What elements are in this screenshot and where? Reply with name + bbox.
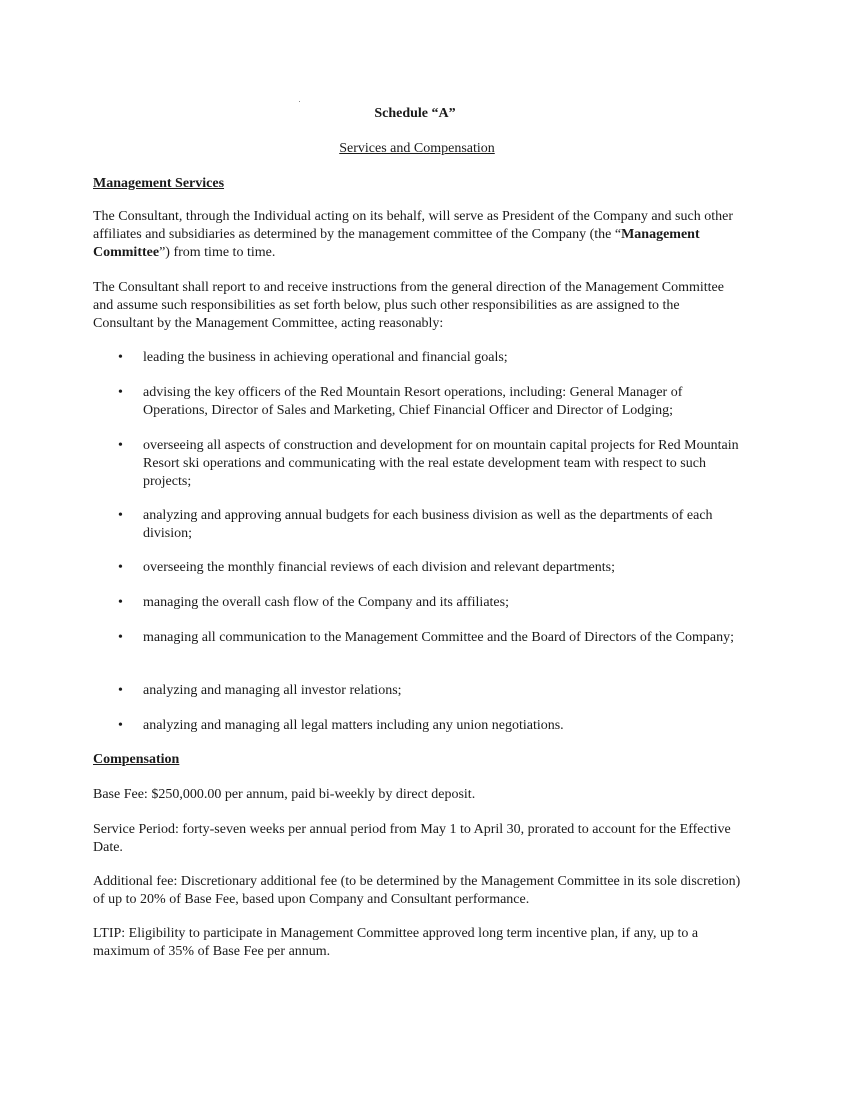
management-services-heading: Management Services	[93, 176, 225, 191]
bullet-text: managing all communication to the Management Committee and the Board of Directors of the Company;	[143, 630, 734, 645]
bullet-dot-icon: •	[118, 508, 123, 523]
responsibility-bullet	[118, 384, 743, 420]
bullet-dot-icon: •	[118, 438, 123, 453]
bullet-dot-icon: •	[118, 350, 123, 365]
responsibility-bullet	[118, 507, 743, 543]
bullet-text: managing the overall cash flow of the Company and its affiliates;	[143, 595, 509, 610]
service-period-paragraph: Service Period: forty-seven weeks per annual period from May 1 to April 30, prorated to account for the Effective Date.	[93, 822, 731, 855]
bullet-text: analyzing and managing all investor relations;	[143, 683, 402, 698]
bullet-text: advising the key officers of the Red Mountain Resort operations, including: General Manager of Operations, Director of Sales and Marketing, Chief Financial Officer and Director of Lodging;	[143, 385, 683, 418]
management-services-paragraph-2: The Consultant shall report to and receive instructions from the general direction of the Management Committee and assume such responsibilities as set forth below, plus such other responsibilities as are assigned to the Consultant by the Management Committee, acting reasonably:	[93, 280, 724, 331]
para1-text-end: ”) from time to time.	[159, 245, 276, 260]
bullet-text: analyzing and approving annual budgets for each business division as well as the departments of each division;	[143, 508, 713, 541]
bullet-dot-icon: •	[118, 595, 123, 610]
para1-text-start: The Consultant, through the Individual acting on its behalf, will serve as President of the Company and such other affiliates and subsidiaries as determined by the management committee of the Company (the “	[93, 209, 733, 242]
responsibility-bullet	[118, 437, 743, 491]
responsibility-bullet	[118, 559, 743, 577]
compensation-heading: Compensation	[93, 752, 180, 767]
schedule-title: Schedule “A”	[374, 106, 456, 121]
bullet-text: leading the business in achieving operational and financial goals;	[143, 350, 508, 365]
para1-defined-term: Management Committee	[93, 227, 700, 260]
bullet-dot-icon: •	[118, 560, 123, 575]
responsibility-bullet	[118, 349, 743, 367]
base-fee-paragraph: Base Fee: $250,000.00 per annum, paid bi-weekly by direct deposit.	[93, 787, 476, 802]
schedule-subtitle: Services and Compensation	[339, 141, 495, 156]
management-services-paragraph-1	[93, 208, 743, 262]
bullet-text: overseeing all aspects of construction and development for on mountain capital projects for Red Mountain Resort ski operations and communicating with the real estate development team with respect to such projects;	[143, 438, 739, 489]
additional-fee-paragraph: Additional fee: Discretionary additional fee (to be determined by the Management Committee in its sole discretion) of up to 20% of Base Fee, based upon Company and Consultant performance.	[93, 874, 741, 907]
responsibility-bullet	[118, 594, 743, 612]
bullet-dot-icon: •	[118, 630, 123, 645]
responsibility-bullet	[118, 629, 743, 647]
bullet-dot-icon: •	[118, 385, 123, 400]
bullet-text: overseeing the monthly financial reviews of each division and relevant departments;	[143, 560, 615, 575]
responsibility-bullet	[118, 717, 743, 735]
scan-speck	[299, 101, 300, 102]
bullet-text: analyzing and managing all legal matters including any union negotiations.	[143, 718, 564, 733]
ltip-paragraph: LTIP: Eligibility to participate in Management Committee approved long term incentive plan, if any, up to a maximum of 35% of Base Fee per annum.	[93, 926, 699, 959]
bullet-dot-icon: •	[118, 683, 123, 698]
bullet-dot-icon: •	[118, 718, 123, 733]
responsibility-bullet	[118, 682, 743, 700]
